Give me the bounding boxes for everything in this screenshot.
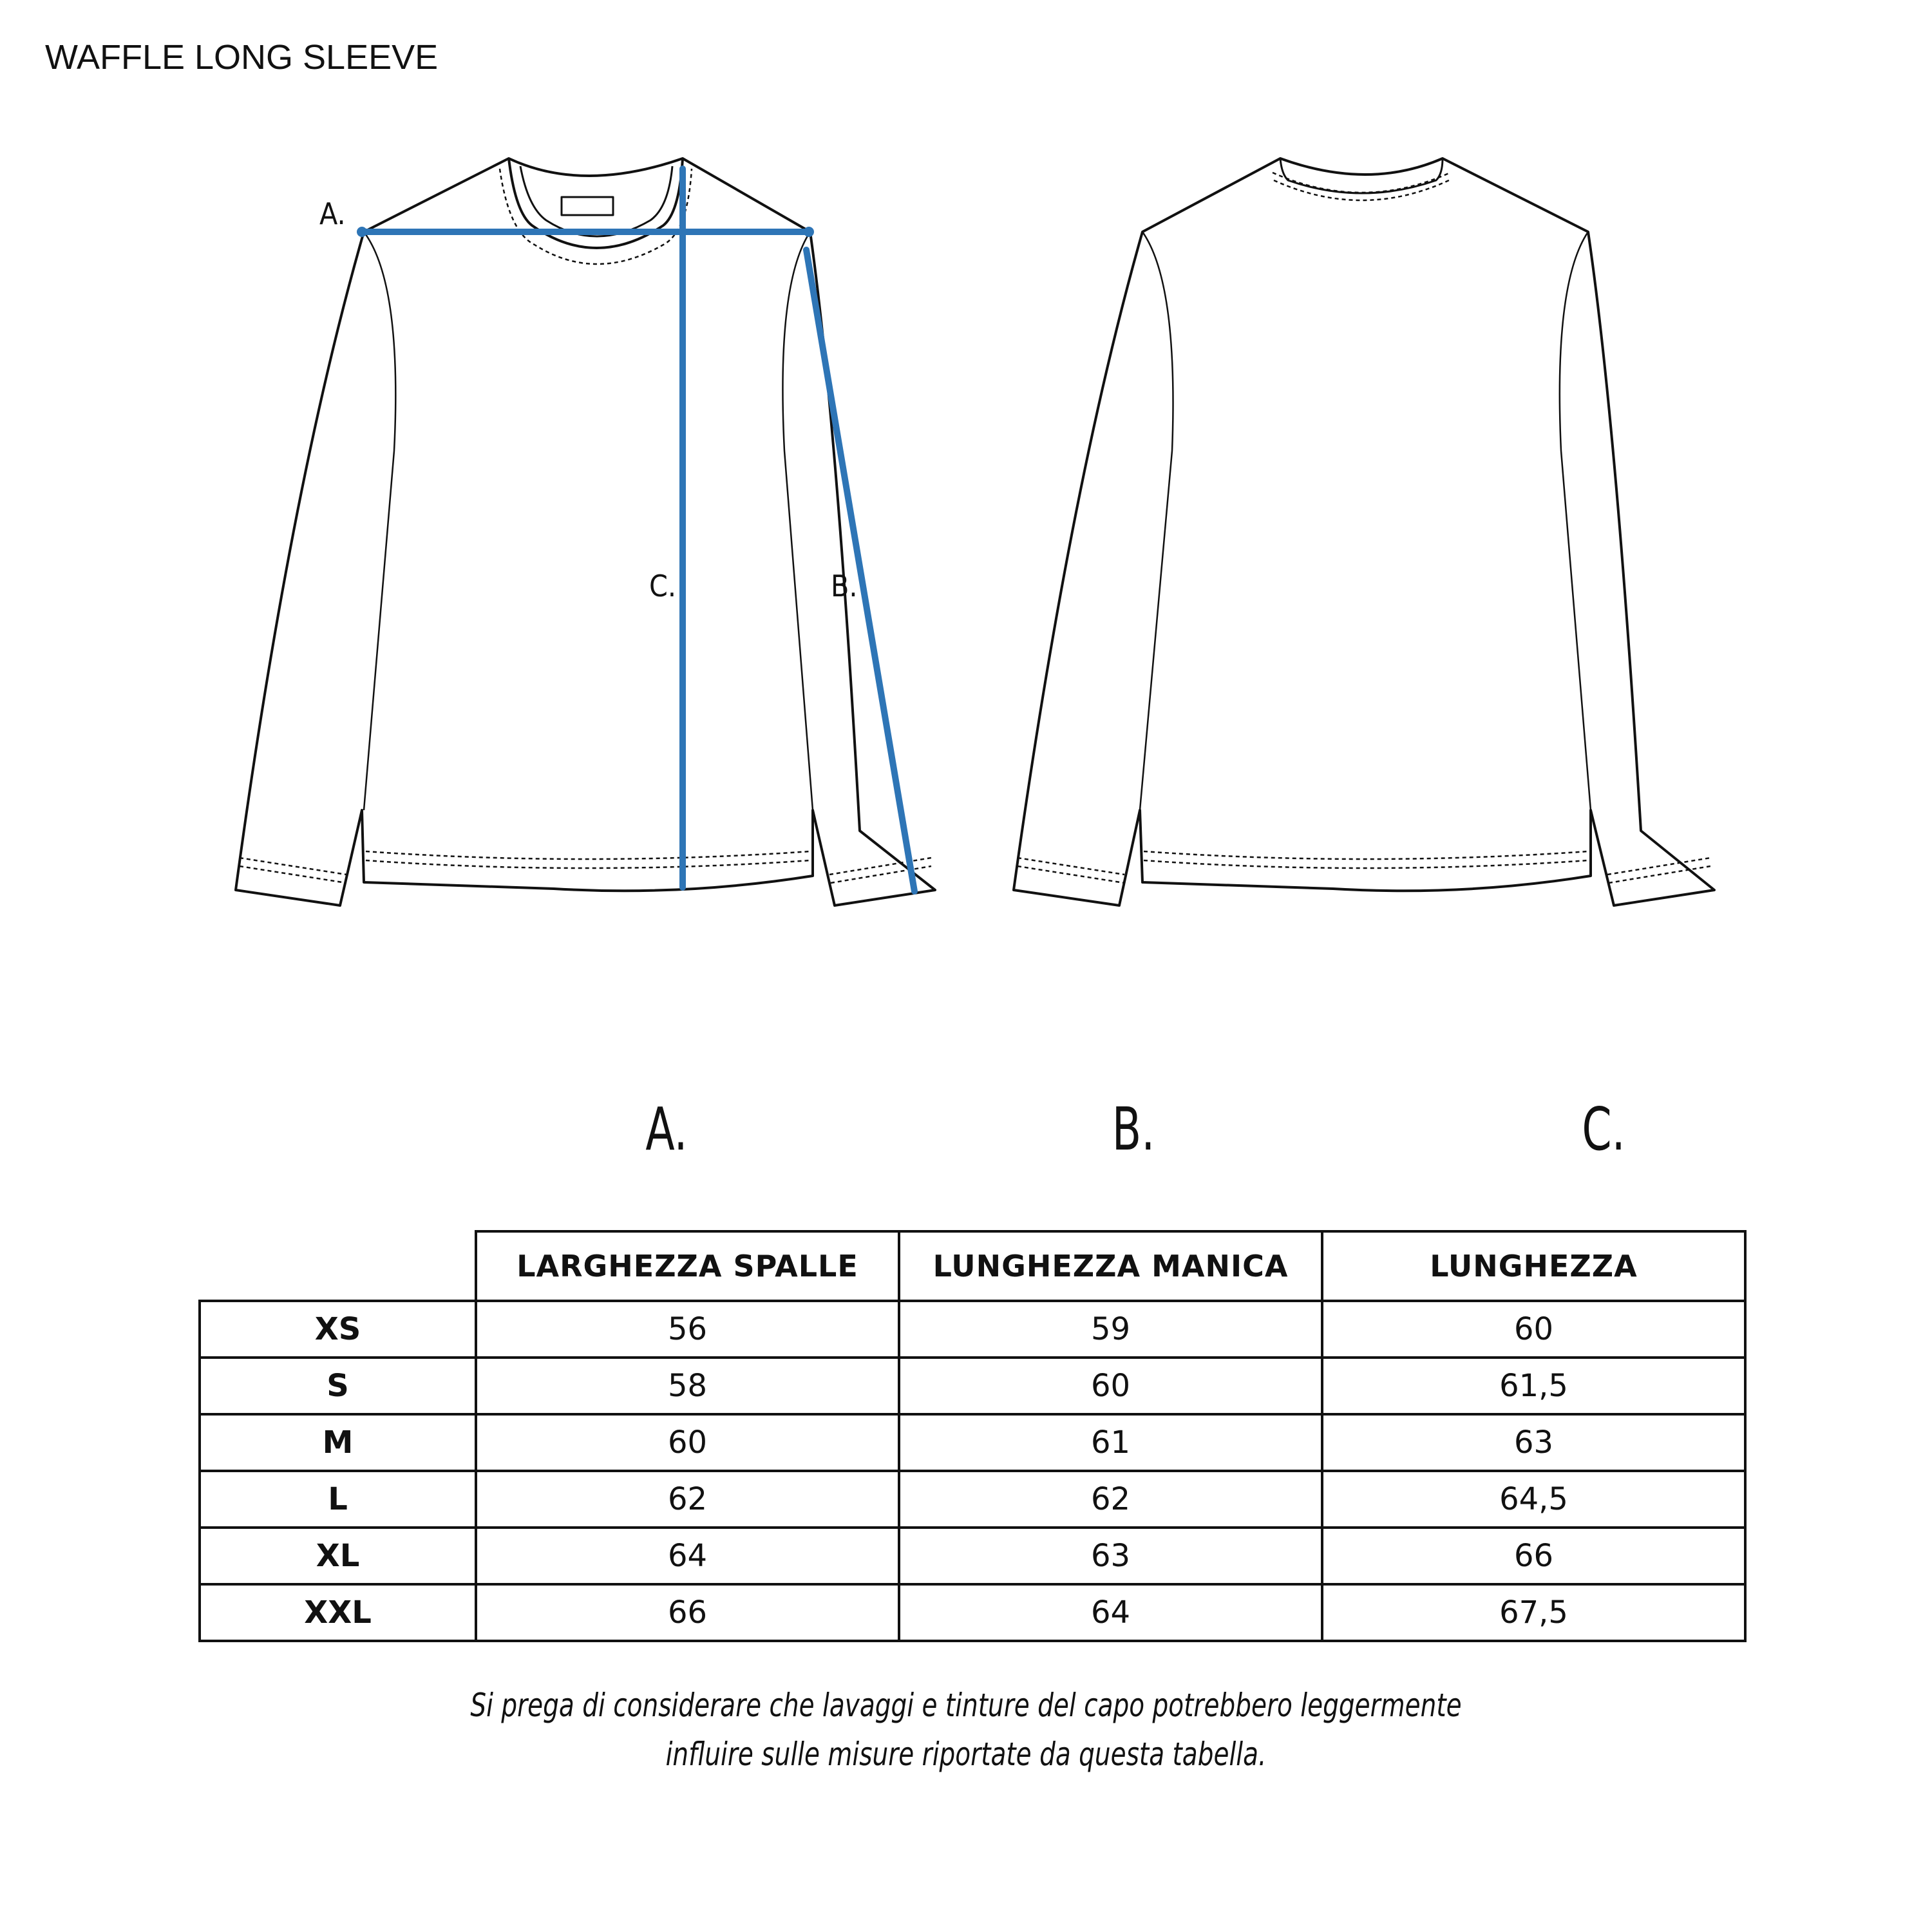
table-cell: 64,5 <box>1322 1471 1745 1528</box>
size-label: L <box>200 1471 476 1528</box>
table-cell: 64 <box>476 1528 899 1584</box>
header-sleeve-length: LUNGHEZZA MANICA <box>899 1231 1322 1301</box>
column-letter-a: A. <box>645 1095 688 1164</box>
table-cell: 64 <box>899 1584 1322 1641</box>
table-corner <box>200 1231 476 1301</box>
table-cell: 67,5 <box>1322 1584 1745 1641</box>
table-cell: 58 <box>476 1358 899 1414</box>
front-armhole-left <box>364 232 395 810</box>
diagram-label-b: B. <box>831 569 858 603</box>
table-row <box>200 1301 1745 1358</box>
front-outline <box>236 158 935 905</box>
size-label: S <box>200 1358 476 1414</box>
measure-dot-a-right <box>804 227 814 237</box>
table-cell: 66 <box>476 1584 899 1641</box>
front-hem-stitch <box>366 851 810 868</box>
back-cuff-left <box>1018 858 1124 883</box>
table-cell: 61 <box>899 1414 1322 1471</box>
column-letter-b: B. <box>1112 1095 1155 1164</box>
front-cuff-right <box>829 858 931 883</box>
table-row <box>200 1358 1745 1414</box>
measure-dot-a-left <box>357 227 367 237</box>
back-cuff-right <box>1607 858 1710 883</box>
table-cell: 56 <box>476 1301 899 1358</box>
column-letter-c: C. <box>1582 1095 1625 1164</box>
table-cell: 60 <box>476 1414 899 1471</box>
table-cell: 60 <box>1322 1301 1745 1358</box>
back-view <box>1014 158 1714 905</box>
table-row <box>200 1471 1745 1528</box>
table-cell: 62 <box>899 1471 1322 1528</box>
size-label: XS <box>200 1301 476 1358</box>
table-cell: 66 <box>1322 1528 1745 1584</box>
table-cell: 62 <box>476 1471 899 1528</box>
diagram-label-a: A. <box>319 196 346 231</box>
table-row <box>200 1414 1745 1471</box>
size-chart-table <box>198 1230 1747 1642</box>
front-view <box>236 158 935 905</box>
table-cell: 61,5 <box>1322 1358 1745 1414</box>
back-hem-stitch <box>1144 851 1588 868</box>
table-cell: 60 <box>899 1358 1322 1414</box>
care-note-line-2: influire sulle misure riportate da questa tabella. <box>665 1736 1267 1773</box>
diagram-labels <box>319 196 858 603</box>
care-note-line-1: Si prega di considerare che lavaggi e tinture del capo potrebbero leggermente <box>470 1687 1462 1724</box>
size-label: M <box>200 1414 476 1471</box>
back-outline <box>1014 158 1714 905</box>
table-cell: 63 <box>899 1528 1322 1584</box>
label-tag <box>562 197 613 215</box>
header-shoulder-width: LARGHEZZA SPALLE <box>476 1231 899 1301</box>
header-length: LUNGHEZZA <box>1322 1231 1745 1301</box>
diagram-label-c: C. <box>649 569 677 603</box>
table-cell: 63 <box>1322 1414 1745 1471</box>
care-note <box>0 1681 1932 1779</box>
back-armhole-left <box>1140 232 1173 810</box>
table-cell: 59 <box>899 1301 1322 1358</box>
size-label: XL <box>200 1528 476 1584</box>
front-cuff-left <box>240 858 346 883</box>
back-neck-stitch <box>1273 173 1450 200</box>
table-row <box>200 1584 1745 1641</box>
table-header-row <box>200 1231 1745 1301</box>
front-neck-stitch <box>500 169 692 264</box>
page-title: WAFFLE LONG SLEEVE <box>45 38 439 77</box>
measure-line-b <box>806 250 914 891</box>
table-row <box>200 1528 1745 1584</box>
back-neck-rib <box>1280 158 1443 193</box>
measurement-lines <box>362 169 914 891</box>
back-armhole-right <box>1560 232 1591 810</box>
size-label: XXL <box>200 1584 476 1641</box>
front-armhole-right <box>782 232 813 810</box>
